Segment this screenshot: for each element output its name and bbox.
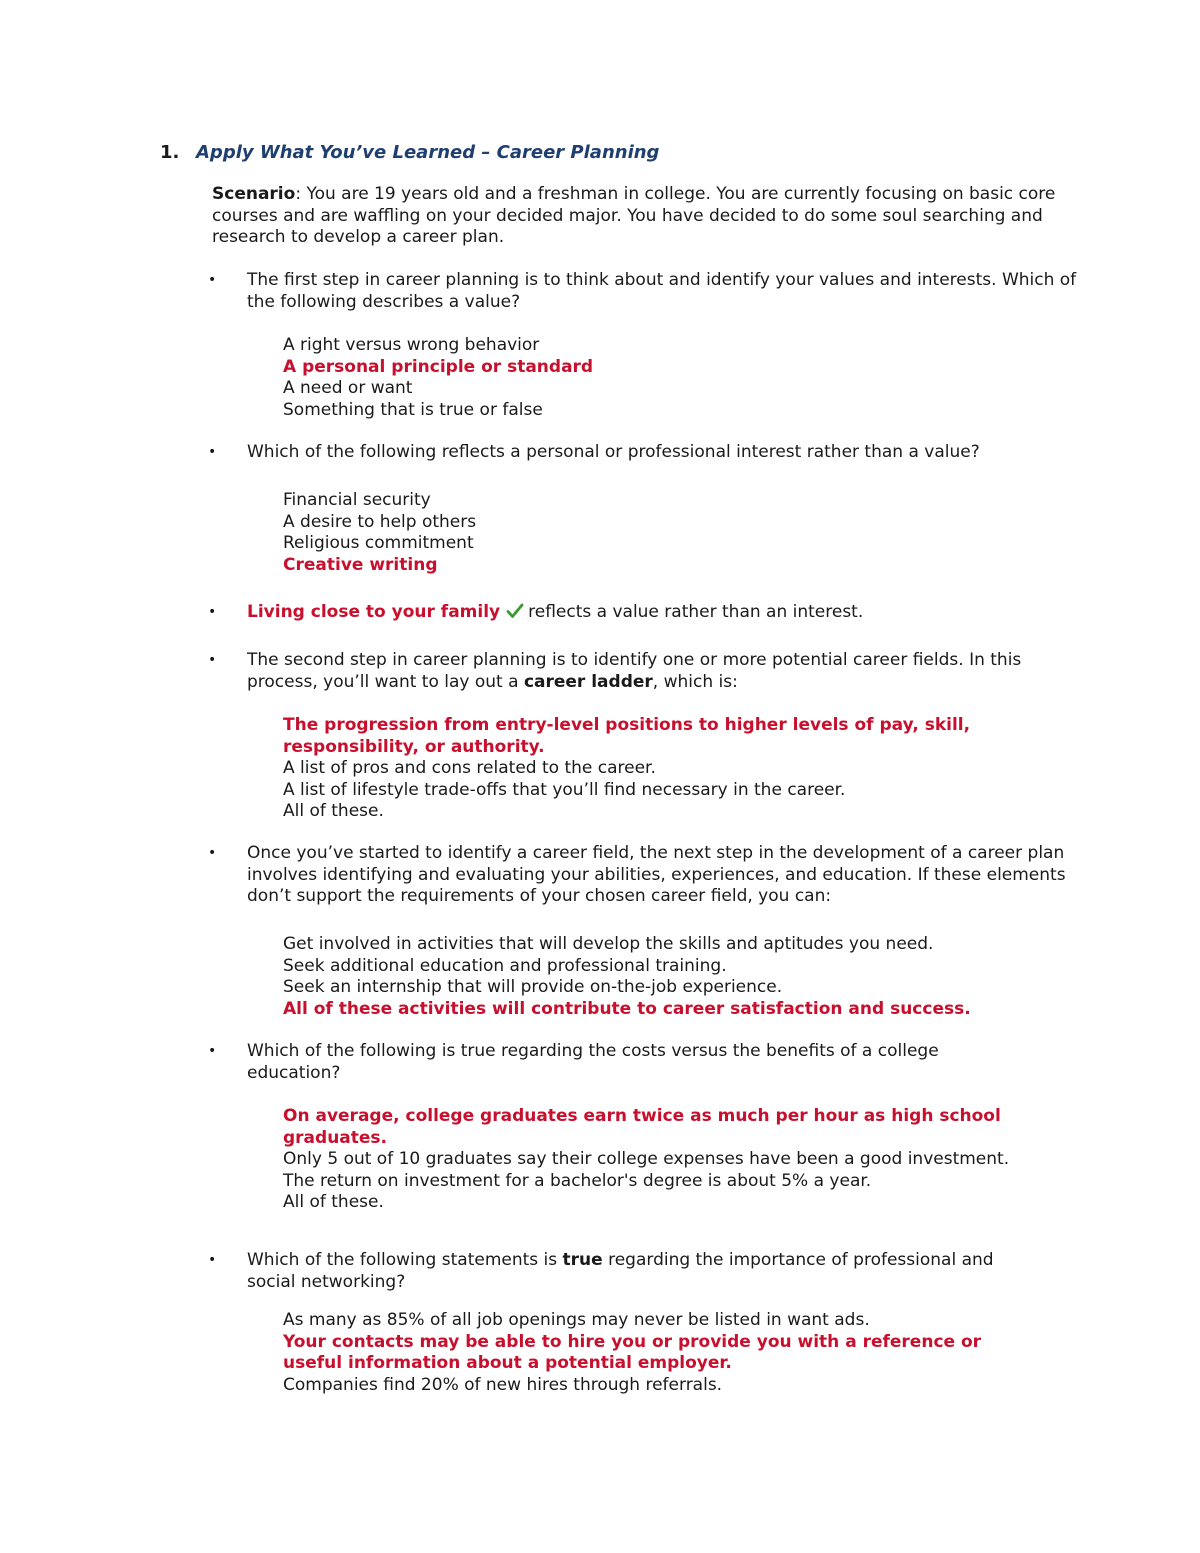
question-3 xyxy=(247,602,1077,627)
section-number: 1. xyxy=(160,142,180,163)
bullet: • xyxy=(208,1043,217,1059)
option: A list of lifestyle trade-offs that you’ll find necessary in the career. xyxy=(283,779,846,800)
correct-option: The progression from entry-level positions to higher levels of pay, skill, responsibility, or authority. xyxy=(283,715,971,757)
scenario-text: : You are 19 years old and a freshman in college. You are currently focusing on basic core courses and are waffling on your decided major. You have decided to do some soul searching and research to develop a career plan. xyxy=(212,184,1056,247)
correct-option: On average, college graduates earn twice as much per hour as high school graduates. xyxy=(283,1106,1001,1148)
option: A desire to help others xyxy=(283,511,477,532)
section-title: Apply What You’ve Learned – Career Planning xyxy=(196,142,660,163)
bullet: • xyxy=(208,444,217,460)
option: A list of pros and cons related to the career. xyxy=(283,758,656,778)
question-text: , which is: xyxy=(652,671,738,692)
question-2-options xyxy=(283,490,1063,576)
question-text: The second step in career planning is to identify one or more potential career fields. In this process, you’ll want to lay out a xyxy=(247,650,1022,692)
question-7 xyxy=(247,1250,1047,1293)
option: Seek an internship that will provide on-the-job experience. xyxy=(283,977,783,997)
correct-option: Your contacts may be able to hire you or provide you with a reference or useful information about a potential employer. xyxy=(283,1331,982,1373)
question-bold: true xyxy=(562,1250,603,1270)
question-6-options xyxy=(283,1106,1063,1214)
question-7-options xyxy=(283,1310,1023,1396)
correct-option: Creative writing xyxy=(283,554,438,575)
bullet: • xyxy=(208,652,217,668)
correct-option: A personal principle or standard xyxy=(283,356,594,377)
question-6: Which of the following is true regarding the costs versus the benefits of a college education? xyxy=(247,1041,939,1083)
option: All of these. xyxy=(283,1192,384,1212)
option: The return on investment for a bachelor's degree is about 5% a year. xyxy=(283,1170,872,1191)
option: Seek additional education and professional training. xyxy=(283,955,727,976)
bullet: • xyxy=(208,1252,217,1268)
question-3-rest: reflects a value rather than an interest. xyxy=(528,602,864,622)
scenario-label: Scenario xyxy=(212,184,296,204)
question-1: The first step in career planning is to think about and identify your values and interests. Which of the following describes a value? xyxy=(247,270,1077,312)
bullet: • xyxy=(208,272,217,288)
option: Financial security xyxy=(283,490,431,510)
option: All of these. xyxy=(283,801,384,821)
question-5: Once you’ve started to identify a career field, the next step in the development of a career plan involves identifying and evaluating your abilities, experiences, and education. If these elements don’t support the requirements of your chosen career field, you can: xyxy=(247,843,1066,906)
correct-answer: Living close to your family xyxy=(247,602,501,622)
option: Companies find 20% of new hires through referrals. xyxy=(283,1374,723,1395)
option: As many as 85% of all job openings may never be listed in want ads. xyxy=(283,1310,870,1330)
question-bold: career ladder xyxy=(523,671,653,692)
question-2: Which of the following reflects a personal or professional interest rather than a value? xyxy=(247,442,980,462)
correct-option: All of these activities will contribute to career satisfaction and success. xyxy=(283,998,971,1019)
option: Get involved in activities that will develop the skills and aptitudes you need. xyxy=(283,934,934,954)
bullet: • xyxy=(208,845,217,861)
question-text: regarding the importance of professional and social networking? xyxy=(247,1250,994,1292)
option: A need or want xyxy=(283,378,413,398)
question-4 xyxy=(247,650,1077,693)
question-1-options xyxy=(283,335,1063,421)
question-text: Which of the following statements is xyxy=(247,1250,563,1270)
scenario-paragraph xyxy=(212,184,1072,249)
check-mark-icon xyxy=(506,602,524,627)
question-5-options xyxy=(283,934,1063,1020)
section-heading xyxy=(160,141,659,165)
option: A right versus wrong behavior xyxy=(283,335,540,355)
option: Something that is true or false xyxy=(283,399,543,420)
option: Only 5 out of 10 graduates say their college expenses have been a good investment. xyxy=(283,1149,1010,1169)
option: Religious commitment xyxy=(283,533,474,553)
bullet: • xyxy=(208,604,217,620)
question-4-options xyxy=(283,715,1023,823)
